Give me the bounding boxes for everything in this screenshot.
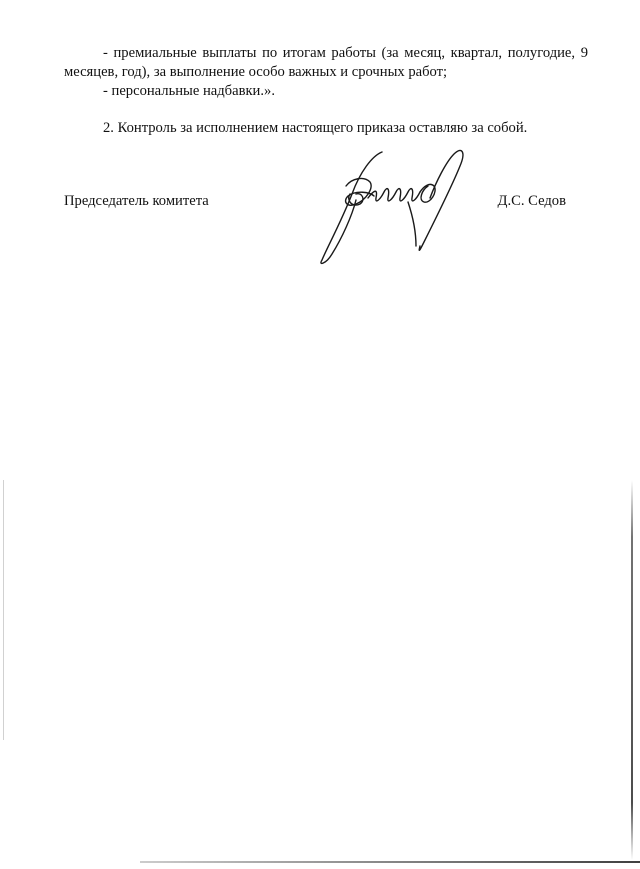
- scan-edge-right: [631, 480, 633, 860]
- scan-edge-bottom: [140, 861, 640, 863]
- signer-position-title: Председатель комитета: [64, 193, 209, 209]
- paragraph-bonus-payments: - премиальные выплаты по итогам работы (за месяц, квартал, полугодие, 9 месяцев, год), за выполнение особо важных и срочных работ;: [64, 45, 588, 80]
- signer-name: Д.С. Седов: [497, 193, 566, 209]
- scan-edge-left: [3, 480, 4, 740]
- handwritten-signature: [312, 142, 472, 267]
- document-body: [64, 44, 588, 138]
- paragraph-control-clause: 2. Контроль за исполнением настоящего приказа оставляю за собой.: [103, 120, 528, 136]
- paragraph-personal-allowances: - персональные надбавки.».: [103, 83, 275, 99]
